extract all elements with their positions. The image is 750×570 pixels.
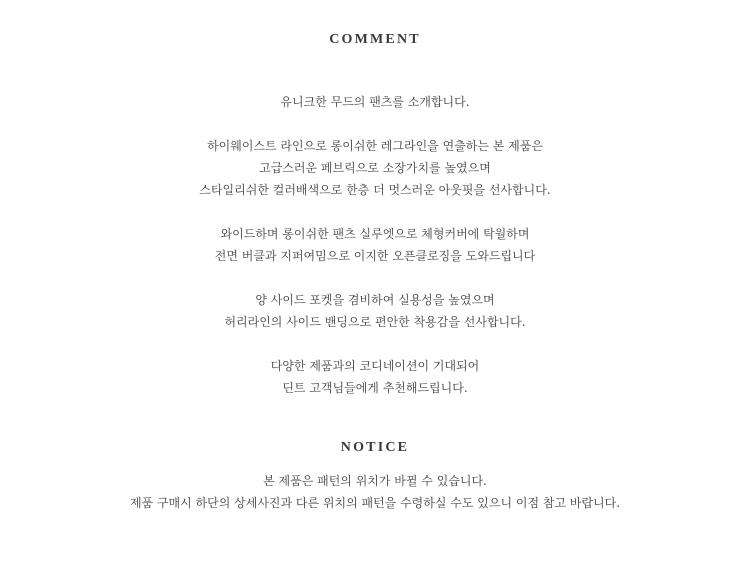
comment-line: 허리라인의 사이드 밴딩으로 편안한 착용감을 선사합니다. xyxy=(224,315,526,329)
comment-paragraph-silhouette xyxy=(0,223,750,267)
comment-paragraph-intro xyxy=(0,91,750,113)
comment-line: 하이웨이스트 라인으로 롱이쉬한 레그라인을 연출하는 본 제품은 xyxy=(207,139,543,153)
comment-paragraph-recommend xyxy=(0,355,750,399)
notice-heading: NOTICE xyxy=(340,440,410,455)
notice-body xyxy=(0,470,750,514)
comment-paragraph-pockets xyxy=(0,289,750,333)
comment-line: 스타일리쉬한 컬러배색으로 한층 더 멋스러운 아웃핏을 선사합니다. xyxy=(199,183,551,197)
comment-paragraph-waistline xyxy=(0,135,750,201)
comment-line: 다양한 제품과의 코디네이션이 기대되어 xyxy=(270,359,480,373)
comment-line: 와이드하며 롱이쉬한 팬츠 실루엣으로 체형커버에 탁월하며 xyxy=(220,227,530,241)
comment-line: 양 사이드 포켓을 겸비하여 실용성을 높였으며 xyxy=(255,293,495,307)
comment-line: 고급스러운 페브릭으로 소장가치를 높였으며 xyxy=(259,161,491,175)
comment-line: 유니크한 무드의 팬츠를 소개합니다. xyxy=(280,95,470,109)
comment-line: 전면 버클과 지퍼여밈으로 이지한 오픈클로징을 도와드립니다 xyxy=(214,249,536,263)
comment-line: 딘트 고객님들에게 추천해드립니다. xyxy=(282,381,468,395)
comment-heading: COMMENT xyxy=(329,32,421,47)
notice-line: 제품 구매시 하단의 상세사진과 다른 위치의 패턴을 수령하실 수도 있으니 이점 참고 바랍니다. xyxy=(129,496,621,510)
notice-line: 본 제품은 패턴의 위치가 바뀔 수 있습니다. xyxy=(263,474,487,488)
